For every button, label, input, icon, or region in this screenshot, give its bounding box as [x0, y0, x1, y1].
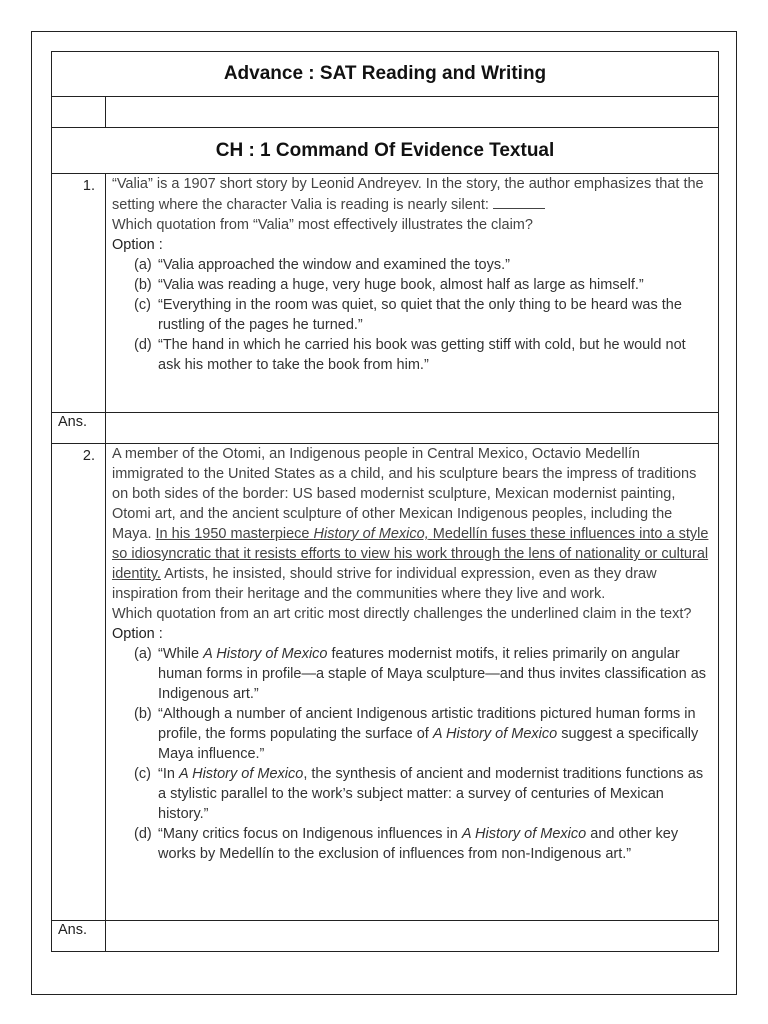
- question-1-number: 1.: [52, 174, 106, 413]
- q1-option-a: [112, 255, 710, 275]
- q1-option-d-letter: (d): [134, 337, 152, 353]
- q2-option-a: [112, 644, 710, 704]
- q2-option-c-italic: A History of Mexico: [178, 766, 304, 782]
- question-2-number: 2.: [52, 444, 106, 921]
- answer-2-row: [52, 921, 719, 952]
- passage-start: A member of the Otomi, an Indigenous people in Central Mexico, Octavio Medellín immigrated to the United States as a child, and his sculpture bears the impress of traditions on both sides of the border: US based modernist sculpture, Mexican modernist painting, Otomi art, and the ancient sculpture of other Mexican Indigenous peoples, including the Maya.: [112, 446, 697, 542]
- q2-option-c: [112, 764, 710, 824]
- q1-option-a-text: “Valia approached the window and examined the toys.”: [158, 257, 510, 273]
- q2-option-d-t2: and other key works by Medellín to the exclusion of influences from non-Indigenous art.”: [158, 826, 679, 862]
- underlined-claim-part-2: Medellín fuses these influences into a style so idiosyncratic that it resists efforts to view his work through the lens of nationality or cultural identity.: [112, 526, 709, 582]
- q2-option-b-t2: suggest a specifically Maya influence.”: [158, 726, 699, 762]
- underlined-claim-title: History of Mexico,: [313, 526, 429, 542]
- question-2-prompt: Which quotation from an art critic most directly challenges the underlined claim in the text?: [112, 606, 692, 622]
- answer-1-row: [52, 413, 719, 444]
- chapter-row: [52, 128, 719, 174]
- q2-option-b-t1: “Although a number of ancient Indigenous artistic traditions pictured human forms in profile, the forms populating the surface of: [158, 706, 696, 742]
- q2-option-b-letter: (b): [134, 706, 152, 722]
- worksheet-table: [51, 51, 719, 952]
- q1-option-b: [112, 275, 710, 295]
- question-2-body: [106, 444, 719, 921]
- q2-option-b-italic: A History of Mexico: [432, 726, 558, 742]
- q1-option-c: [112, 295, 710, 335]
- q2-option-c-letter: (c): [134, 766, 151, 782]
- question-1-claim: “Valia” is a 1907 short story by Leonid Andreyev. In the story, the author emphasizes that the setting where the character Valia is reading is nearly silent:: [112, 176, 704, 213]
- spacer-row: [52, 97, 719, 128]
- answer-1-field[interactable]: [106, 413, 719, 444]
- q2-option-d: [112, 824, 710, 864]
- question-1-row: [52, 174, 719, 413]
- answer-1-label: Ans.: [52, 413, 106, 444]
- q1-option-b-text: “Valia was reading a huge, very huge book, almost half as large as himself.”: [158, 277, 644, 293]
- question-1-stem: [112, 174, 710, 215]
- question-2-passage: [112, 444, 710, 604]
- question-1-prompt: Which quotation from “Valia” most effectively illustrates the claim?: [112, 217, 533, 233]
- question-1-options: [112, 255, 710, 375]
- spacer-cell-body: [106, 97, 719, 128]
- q1-option-d-text: “The hand in which he carried his book was getting stiff with cold, but he would not ask his mother to take the book from him.”: [158, 337, 686, 373]
- q2-option-a-italic: A History of Mexico: [203, 646, 328, 662]
- q2-option-d-t1: “Many critics focus on Indigenous influences in: [158, 826, 458, 842]
- passage-end: Artists, he insisted, should strive for individual expression, even as they draw inspiration from their heritage and the communities where they live and work.: [112, 566, 657, 602]
- q2-option-c-t2: , the synthesis of ancient and modernist traditions functions as a stylistic parallel to the work’s subject matter: a survey of centuries of Mexican history.”: [158, 766, 704, 822]
- chapter-heading: CH : 1 Command Of Evidence Textual: [52, 128, 719, 174]
- q2-option-d-letter: (d): [134, 826, 152, 842]
- answer-blank: [493, 194, 545, 209]
- q2-option-d-italic: A History of Mexico: [461, 826, 587, 842]
- question-1-option-label: Option :: [112, 237, 163, 253]
- q2-option-a-t2: features modernist motifs, it relies primarily on angular human forms in profile—a staple of Maya sculpture—and thus invites classification as Indigenous art.”: [158, 646, 707, 702]
- question-1-body: [106, 174, 719, 413]
- q1-option-c-letter: (c): [134, 297, 151, 313]
- q1-option-c-text: “Everything in the room was quiet, so quiet that the only thing to be heard was the rustling of the pages he turned.”: [158, 297, 682, 333]
- q2-option-c-t1: “In: [158, 766, 175, 782]
- answer-2-label: Ans.: [52, 921, 106, 952]
- underlined-claim-part-1: In his 1950 masterpiece: [155, 526, 310, 542]
- document-title: Advance : SAT Reading and Writing: [52, 52, 719, 97]
- q2-option-a-letter: (a): [134, 646, 152, 662]
- title-row: [52, 52, 719, 97]
- question-2-option-label: Option :: [112, 626, 163, 642]
- question-2-options: [112, 644, 710, 864]
- q1-option-b-letter: (b): [134, 277, 152, 293]
- question-2-row: [52, 444, 719, 921]
- q1-option-a-letter: (a): [134, 257, 152, 273]
- q2-option-b: [112, 704, 710, 764]
- q2-option-a-t1: “While: [158, 646, 200, 662]
- spacer-cell-num: [52, 97, 106, 128]
- answer-2-field[interactable]: [106, 921, 719, 952]
- q1-option-d: [112, 335, 710, 375]
